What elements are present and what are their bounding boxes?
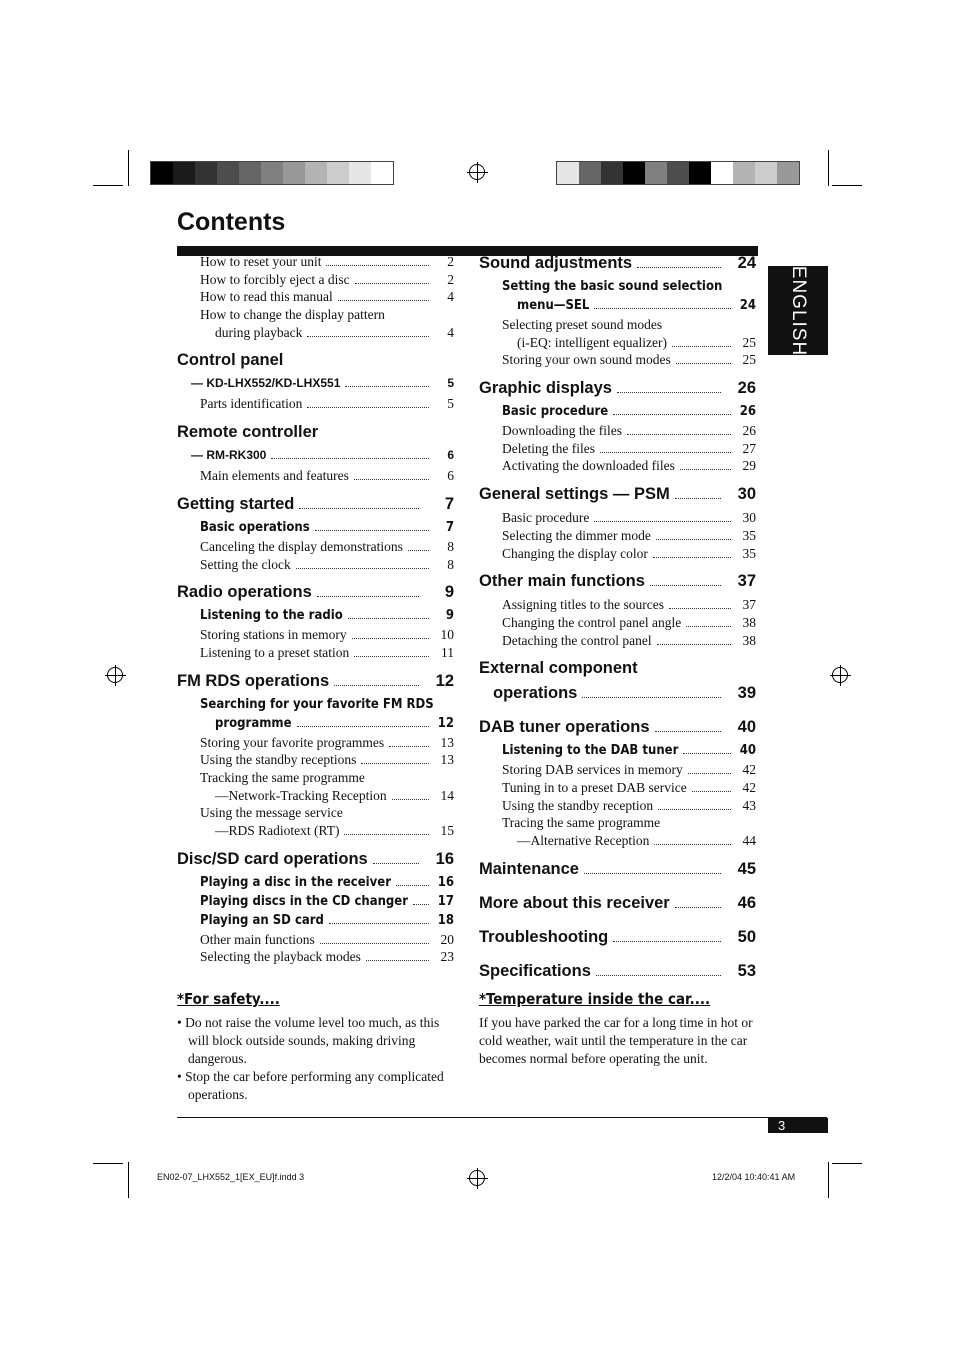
heading-text: Disc/SD card operations	[177, 849, 368, 868]
toc-entry	[479, 815, 756, 833]
page-ref: 17	[437, 893, 454, 909]
entry-text: Setting the clock	[200, 556, 291, 572]
color-swatch	[217, 162, 239, 184]
entry-text: How to forcibly eject a disc	[200, 271, 350, 287]
toc-entry	[177, 448, 454, 468]
gray-scale-bar-left	[150, 161, 394, 185]
entry-text: —Alternative Reception	[517, 833, 650, 848]
crop-mark	[128, 1162, 129, 1198]
dot-leader	[669, 608, 731, 609]
page-ref: 4	[447, 324, 454, 340]
page-title: Contents	[177, 208, 286, 236]
section-heading	[479, 659, 756, 684]
dot-leader	[627, 434, 731, 435]
color-swatch	[261, 162, 283, 184]
heading-text: Other main functions	[479, 572, 645, 591]
heading-text: operations	[493, 684, 578, 703]
page-ref: 8	[447, 556, 454, 572]
entry-text: Detaching the control panel	[502, 632, 652, 648]
dot-leader	[675, 498, 721, 499]
dot-leader	[354, 656, 429, 657]
color-swatch	[239, 162, 261, 184]
toc-entry	[177, 307, 454, 325]
entry-text: Tracking the same programme	[200, 769, 365, 785]
color-swatch	[711, 162, 733, 184]
heading-text: Specifications	[479, 961, 591, 980]
page-ref: 44	[742, 833, 756, 848]
entry-text: How to change the display pattern	[200, 307, 385, 323]
entry-text: Changing the control panel angle	[502, 614, 682, 630]
toc-entry	[479, 458, 756, 476]
toc-entry	[177, 325, 454, 343]
toc-entry	[177, 788, 454, 806]
dot-leader	[373, 863, 419, 864]
toc-entry	[479, 633, 756, 651]
toc-entry	[177, 716, 454, 735]
entry-text: Playing discs in the CD changer	[200, 893, 409, 909]
page-ref: 4	[447, 289, 454, 305]
footer-timestamp: 12/2/04 10:40:41 AM	[712, 1172, 796, 1182]
toc-entry	[479, 441, 756, 459]
toc-entry	[479, 335, 756, 353]
page-ref: 9	[445, 608, 454, 624]
page-ref: 42	[742, 762, 756, 778]
page-ref: 12	[437, 715, 454, 731]
registration-mark-icon	[469, 164, 485, 180]
heading-text: Remote controller	[177, 423, 319, 442]
dot-leader	[307, 336, 429, 337]
dot-leader	[271, 458, 429, 459]
page-ref: 43	[742, 797, 756, 813]
dot-leader	[326, 265, 429, 266]
toc-entry	[479, 615, 756, 633]
entry-text: Selecting preset sound modes	[502, 317, 663, 332]
list-item: • Stop the car before performing any complicated operations.	[177, 1068, 459, 1104]
section-heading	[177, 423, 454, 448]
dot-leader	[658, 809, 731, 810]
color-swatch	[733, 162, 755, 184]
page-ref: 30	[737, 485, 756, 504]
entry-text: — RM-RK300	[191, 448, 267, 463]
page-ref: 9	[444, 583, 454, 602]
entry-text: Listening to a preset station	[200, 644, 350, 660]
color-swatch	[283, 162, 305, 184]
dot-leader	[657, 644, 731, 645]
dot-leader	[361, 763, 429, 764]
entry-text: menu—SEL	[517, 298, 590, 313]
toc-entry	[177, 539, 454, 557]
section-heading	[479, 860, 756, 885]
page-ref: 25	[742, 352, 756, 368]
heading-text: DAB tuner operations	[479, 718, 650, 737]
dot-leader	[408, 550, 429, 551]
page-ref: 45	[737, 859, 756, 878]
heading-text: External component	[479, 659, 638, 678]
dot-leader	[334, 685, 419, 686]
toc-entry	[177, 272, 454, 290]
entry-text: Using the standby reception	[502, 797, 654, 813]
section-heading	[479, 572, 756, 597]
crop-mark	[93, 1163, 123, 1164]
entry-text: Basic procedure	[502, 404, 609, 420]
entry-text: Storing your favorite programmes	[200, 734, 385, 750]
dot-leader	[688, 773, 731, 774]
toc-entry	[177, 913, 454, 932]
toc-entry	[479, 798, 756, 816]
entry-text: Main elements and features	[200, 468, 349, 484]
page-ref: 35	[742, 527, 756, 543]
page-ref: 8	[447, 538, 454, 554]
page-ref: 30	[742, 510, 756, 526]
entry-text: How to reset your unit	[200, 254, 322, 269]
dot-leader	[613, 941, 721, 942]
toc-entry	[479, 279, 756, 298]
dot-leader	[594, 521, 731, 522]
section-heading	[479, 894, 756, 919]
dot-leader	[354, 479, 429, 480]
entry-text: Canceling the display demonstrations	[200, 538, 403, 554]
page-ref: 26	[739, 404, 756, 420]
entry-text: —Network-Tracking Reception	[215, 787, 387, 803]
dot-leader	[655, 731, 721, 732]
toc-entry	[177, 875, 454, 894]
entry-text: Playing a disc in the receiver	[200, 874, 391, 890]
heading-text: Graphic displays	[479, 379, 612, 398]
dot-leader	[617, 392, 721, 393]
color-swatch	[623, 162, 645, 184]
entry-text: Basic procedure	[502, 510, 590, 526]
color-swatch	[557, 162, 579, 184]
dot-leader	[307, 407, 429, 408]
toc-right-column	[479, 254, 756, 987]
dot-leader	[396, 885, 429, 886]
registration-mark-icon	[107, 667, 123, 683]
dot-leader	[296, 568, 429, 569]
toc-entry	[177, 468, 454, 486]
color-swatch	[173, 162, 195, 184]
safety-list	[177, 1014, 459, 1104]
dot-leader	[584, 873, 721, 874]
section-heading	[177, 672, 454, 697]
color-swatch	[777, 162, 799, 184]
entry-text: Other main functions	[200, 931, 315, 947]
heading-text: General settings — PSM	[479, 485, 670, 504]
bottom-rule	[177, 1117, 827, 1118]
toc-entry	[479, 546, 756, 564]
page-ref: 42	[742, 779, 756, 795]
entry-text: Storing stations in memory	[200, 627, 347, 643]
section-heading	[479, 254, 756, 279]
page-ref: 15	[440, 823, 454, 838]
dot-leader	[315, 530, 429, 531]
page-ref: 46	[737, 893, 756, 912]
section-heading	[177, 850, 454, 875]
section-heading	[479, 962, 756, 987]
entry-text: Setting the basic sound selection	[502, 279, 723, 294]
entry-text: How to read this manual	[200, 289, 333, 305]
crop-mark	[832, 1163, 862, 1164]
dot-leader	[338, 300, 429, 301]
dot-leader	[345, 386, 429, 387]
dot-leader	[650, 585, 721, 586]
heading-text: Sound adjustments	[479, 254, 633, 272]
toc-entry	[177, 805, 454, 823]
section-heading	[177, 351, 454, 376]
entry-text: Selecting the dimmer mode	[502, 527, 651, 543]
dot-leader	[683, 753, 731, 754]
entry-text: — KD-LHX552/KD-LHX551	[191, 376, 341, 391]
dot-leader	[613, 414, 731, 415]
section-heading	[177, 495, 454, 520]
crop-mark	[828, 150, 829, 186]
entry-text: Storing DAB services in memory	[502, 762, 683, 778]
entry-text: Searching for your favorite FM RDS	[200, 696, 434, 712]
page-ref: 40	[737, 718, 756, 737]
dot-leader	[389, 746, 429, 747]
page-ref: 2	[447, 271, 454, 287]
gray-scale-bar-right	[556, 161, 800, 185]
toc-entry	[177, 894, 454, 913]
crop-mark	[128, 150, 129, 186]
toc-entry	[177, 932, 454, 950]
toc-entry	[479, 743, 756, 762]
toc-entry	[177, 289, 454, 307]
page-ref: 38	[742, 614, 756, 630]
entry-text: Tracing the same programme	[502, 815, 661, 831]
entry-text: Downloading the files	[502, 423, 622, 439]
color-swatch	[305, 162, 327, 184]
dot-leader	[413, 904, 429, 905]
dot-leader	[676, 363, 731, 364]
heading-text: More about this receiver	[479, 893, 670, 912]
section-heading	[479, 718, 756, 743]
page-ref: 7	[445, 519, 454, 535]
page-ref: 39	[737, 684, 756, 703]
color-swatch	[667, 162, 689, 184]
dot-leader	[392, 799, 429, 800]
heading-text: Getting started	[177, 494, 295, 513]
entry-text: (i-EQ: intelligent equalizer)	[517, 334, 667, 350]
section-heading	[479, 684, 756, 709]
page-ref: 23	[440, 949, 454, 965]
entry-text: programme	[215, 715, 292, 731]
toc-entry	[177, 735, 454, 753]
page-ref: 24	[739, 298, 756, 313]
heading-text: Control panel	[177, 351, 284, 370]
page-ref: 5	[447, 376, 454, 391]
dot-leader	[653, 557, 731, 558]
color-swatch	[755, 162, 777, 184]
page-ref: 18	[437, 912, 454, 928]
color-swatch	[195, 162, 217, 184]
crop-mark	[832, 185, 862, 186]
dot-leader	[297, 726, 429, 727]
toc-left-column	[177, 254, 454, 967]
page-ref: 29	[742, 458, 756, 474]
dot-leader	[299, 508, 419, 509]
page-ref: 53	[737, 961, 756, 980]
toc-entry	[177, 949, 454, 967]
entry-text: Changing the display color	[502, 545, 648, 561]
toc-entry	[479, 597, 756, 615]
entry-text: Selecting the playback modes	[200, 949, 361, 965]
temperature-text: If you have parked the car for a long time in hot or cold weather, wait until the temperature in the car becomes normal before operating the unit.	[479, 1015, 753, 1066]
color-swatch	[645, 162, 667, 184]
color-swatch	[327, 162, 349, 184]
page-ref: 35	[742, 545, 756, 561]
toc-entry	[177, 376, 454, 396]
page-ref: 5	[447, 396, 454, 412]
page-ref: 38	[742, 632, 756, 648]
toc-entry	[479, 833, 756, 851]
section-heading	[479, 928, 756, 953]
dot-leader	[600, 452, 731, 453]
temperature-heading: *Temperature inside the car....	[479, 990, 711, 1008]
color-swatch	[579, 162, 601, 184]
page-ref: 2	[447, 254, 454, 269]
entry-text: Deleting the files	[502, 440, 595, 456]
crop-mark	[93, 185, 123, 186]
dot-leader	[366, 960, 429, 961]
dot-leader	[320, 943, 429, 944]
toc-entry	[177, 823, 454, 841]
entry-text: Listening to the DAB tuner	[502, 743, 679, 759]
heading-text: Troubleshooting	[479, 927, 609, 946]
page-ref: 10	[440, 627, 454, 643]
toc-entry	[479, 762, 756, 780]
heading-text: Maintenance	[479, 859, 579, 878]
dot-leader	[637, 267, 721, 268]
dot-leader	[686, 626, 731, 627]
temperature-section	[479, 990, 757, 1068]
entry-text: Tuning in to a preset DAB service	[502, 779, 687, 795]
entry-text: Using the standby receptions	[200, 752, 357, 768]
dot-leader	[582, 697, 721, 698]
entry-text: Activating the downloaded files	[502, 458, 675, 474]
page-ref: 25	[742, 334, 756, 350]
page-ref: 12	[435, 671, 454, 690]
page-ref: 27	[742, 440, 756, 456]
toc-entry	[177, 520, 454, 539]
toc-entry	[479, 780, 756, 798]
toc-entry	[177, 608, 454, 627]
color-swatch	[349, 162, 371, 184]
page-ref: 14	[440, 787, 454, 803]
page-ref: 37	[742, 597, 756, 613]
toc-entry	[479, 423, 756, 441]
color-swatch	[601, 162, 623, 184]
entry-text: Listening to the radio	[200, 608, 343, 624]
toc-entry	[177, 627, 454, 645]
toc-entry	[479, 352, 756, 370]
entry-text: Playing an SD card	[200, 912, 324, 928]
toc-entry	[177, 396, 454, 414]
list-item: • Do not raise the volume level too much, as this will block outside sounds, making driving dangerous.	[177, 1014, 459, 1068]
page-ref: 16	[435, 849, 454, 868]
page-ref: 6	[447, 448, 454, 463]
page-ref: 26	[742, 423, 756, 439]
language-tab: ENGLISH	[768, 266, 828, 355]
registration-mark-icon	[469, 1170, 485, 1186]
heading-text: Radio operations	[177, 583, 312, 602]
toc-entry	[479, 404, 756, 423]
dot-leader	[594, 308, 731, 309]
toc-entry	[177, 697, 454, 716]
heading-text: FM RDS operations	[177, 671, 330, 690]
dot-leader	[317, 596, 419, 597]
page-ref: 26	[737, 379, 756, 398]
section-heading	[479, 485, 756, 510]
dot-leader	[656, 539, 731, 540]
dot-leader	[352, 638, 429, 639]
color-swatch	[151, 162, 173, 184]
toc-entry	[479, 298, 756, 317]
page-ref: 24	[737, 254, 756, 272]
page-ref: 7	[444, 494, 454, 513]
entry-text: Using the message service	[200, 805, 343, 821]
color-swatch	[689, 162, 711, 184]
toc-entry	[177, 752, 454, 770]
entry-text: —RDS Radiotext (RT)	[215, 823, 340, 838]
page-ref: 37	[737, 572, 756, 591]
entry-text: Parts identification	[200, 396, 303, 412]
dot-leader	[355, 283, 429, 284]
page-ref: 13	[440, 734, 454, 750]
section-heading	[177, 583, 454, 608]
safety-section	[177, 990, 459, 1104]
color-swatch	[371, 162, 393, 184]
dot-leader	[672, 346, 731, 347]
dot-leader	[680, 469, 731, 470]
page-ref: 40	[739, 743, 756, 759]
entry-text: during playback	[215, 324, 303, 340]
dot-leader	[344, 834, 429, 835]
footer-file-name: EN02-07_LHX552_1[EX_EU]f.indd 3	[157, 1172, 305, 1182]
page-ref: 13	[440, 752, 454, 768]
dot-leader	[329, 923, 429, 924]
toc-entry	[177, 557, 454, 575]
entry-text: Basic operations	[200, 519, 310, 535]
toc-entry	[479, 528, 756, 546]
page-ref: 20	[440, 931, 454, 947]
crop-mark	[828, 1162, 829, 1198]
dot-leader	[596, 975, 721, 976]
section-heading	[479, 379, 756, 404]
dot-leader	[692, 791, 731, 792]
dot-leader	[675, 907, 721, 908]
page-ref: 16	[437, 874, 454, 890]
page-ref: 50	[737, 927, 756, 946]
toc-entry	[177, 770, 454, 788]
toc-entry	[177, 645, 454, 663]
entry-text: Storing your own sound modes	[502, 352, 671, 368]
page-number: 3	[768, 1118, 828, 1133]
toc-entry	[177, 254, 454, 272]
page-ref: 11	[441, 644, 454, 660]
registration-mark-icon	[832, 667, 848, 683]
toc-entry	[479, 510, 756, 528]
entry-text: Assigning titles to the sources	[502, 597, 664, 613]
safety-heading: *For safety....	[177, 990, 280, 1008]
page-ref: 6	[447, 468, 454, 484]
dot-leader	[654, 844, 731, 845]
toc-entry	[479, 317, 756, 335]
dot-leader	[348, 618, 429, 619]
